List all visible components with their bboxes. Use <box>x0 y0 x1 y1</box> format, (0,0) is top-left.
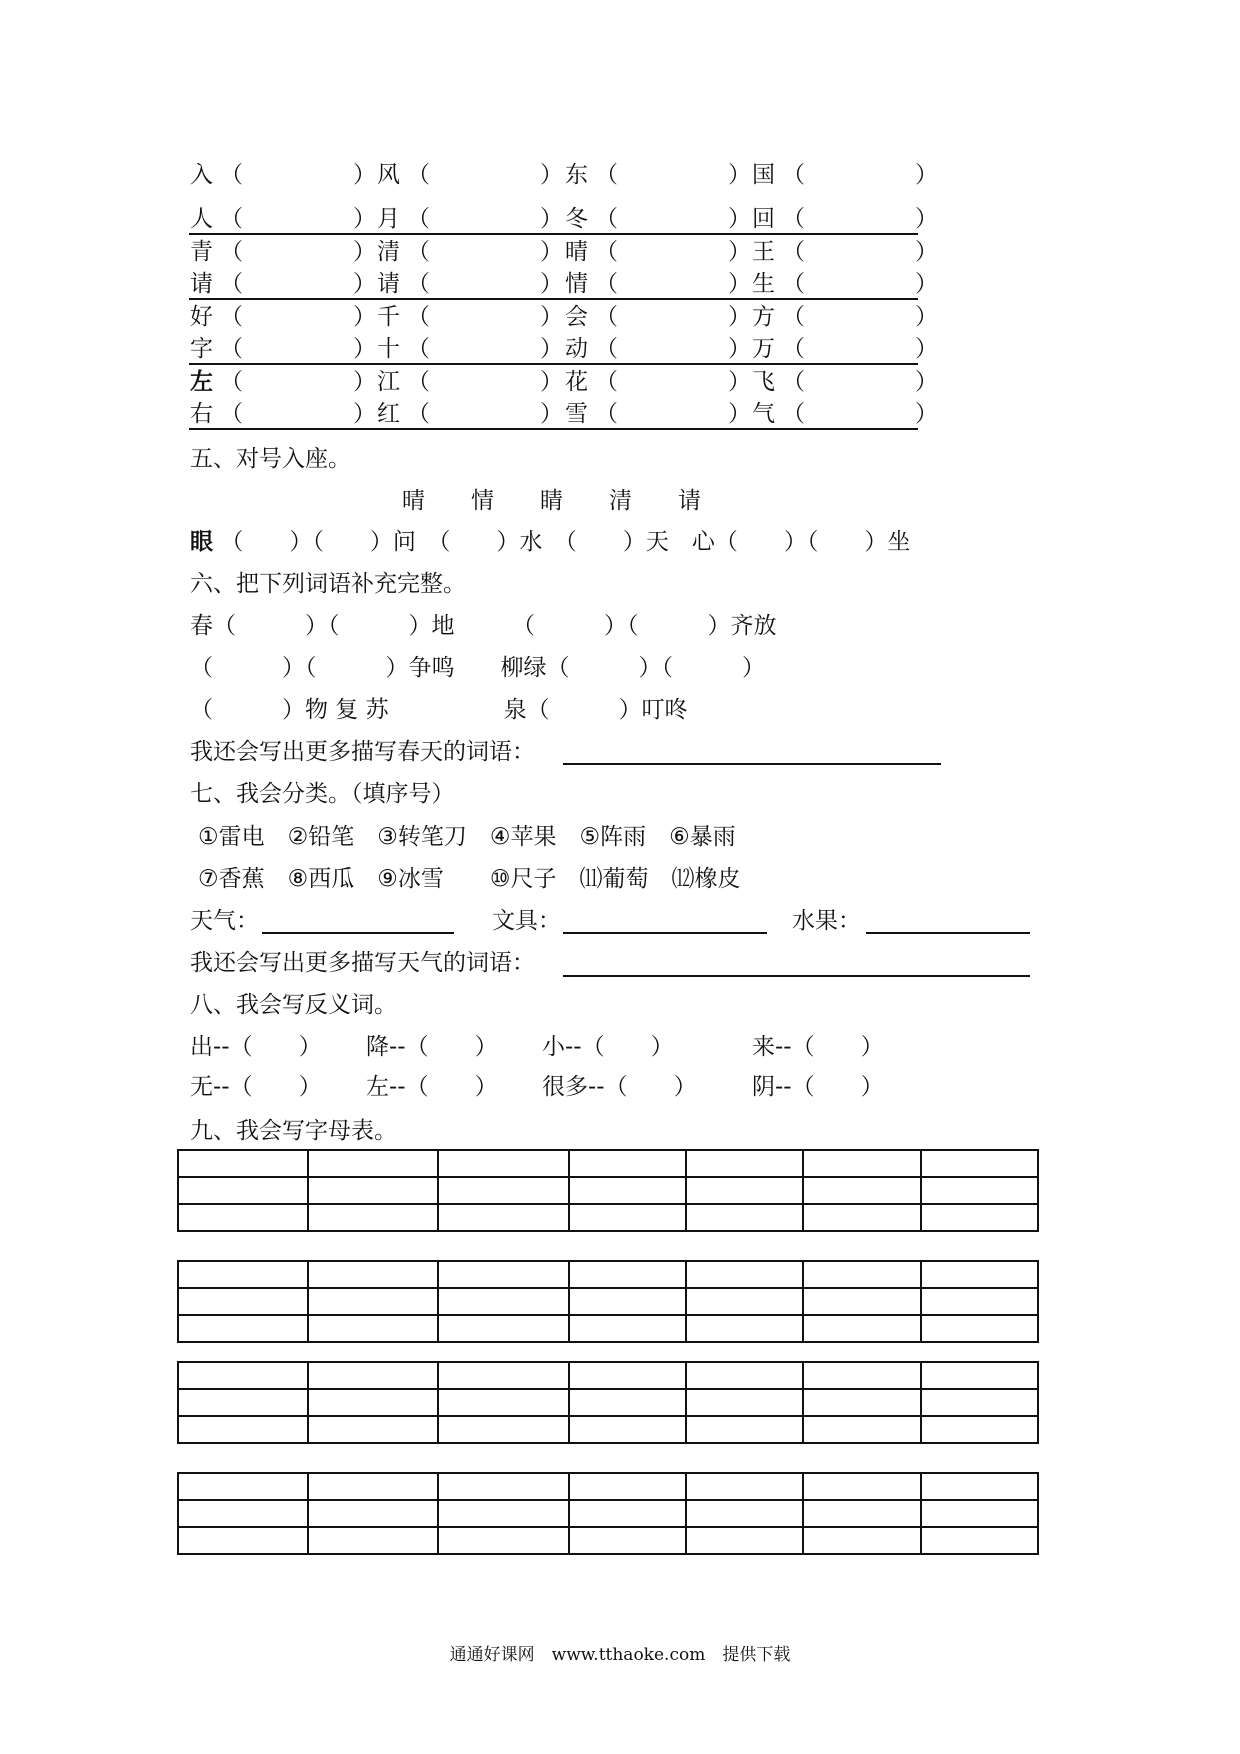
char-cell: 动 （ ） <box>565 336 751 362</box>
char-cell: 请 （ ） <box>377 271 563 297</box>
weather-label: 天气： <box>190 908 259 934</box>
char-cell: 气 （ ） <box>752 401 938 427</box>
grid-cell[interactable] <box>308 1150 438 1177</box>
char-label: 万 <box>752 336 775 362</box>
char-label: 千 <box>377 304 400 330</box>
char-label: 十 <box>377 336 400 362</box>
char-label: 冬 <box>565 206 588 232</box>
char-label: 飞 <box>752 369 775 395</box>
item-list: ⑦香蕉 ⑧西瓜 ⑨冰雪 ⑩尺子 ⑾葡萄 ⑿橡皮 <box>198 866 741 892</box>
divider <box>189 428 918 430</box>
section-title: 六、把下列词语补充完整。 <box>190 571 466 597</box>
grid-cell[interactable] <box>178 1362 308 1389</box>
antonym-item: 左--（ ） <box>366 1074 498 1100</box>
grid-cell[interactable] <box>438 1527 568 1554</box>
more-words-label: 我还会写出更多描写天气的词语： <box>190 950 535 976</box>
answer-line[interactable] <box>563 763 941 765</box>
grid-cell[interactable] <box>803 1473 920 1500</box>
divider <box>189 298 918 300</box>
grid-cell[interactable] <box>178 1500 308 1527</box>
grid-cell[interactable] <box>569 1177 686 1204</box>
fill-line: （ ）（ ）争鸣 柳绿（ ）（ ） <box>190 655 765 681</box>
grid-cell[interactable] <box>178 1315 308 1342</box>
grid-cell[interactable] <box>308 1204 438 1231</box>
fruit-label: 水果： <box>792 908 861 934</box>
char-cell: 飞 （ ） <box>752 369 938 395</box>
grid-cell[interactable] <box>438 1500 568 1527</box>
antonym-item: 降--（ ） <box>366 1034 498 1060</box>
char-label: 会 <box>565 304 588 330</box>
antonym-item: 来--（ ） <box>752 1034 884 1060</box>
grid-cell[interactable] <box>921 1204 1038 1231</box>
char-cell: 回 （ ） <box>752 206 938 232</box>
char-cell: 请 （ ） <box>190 271 376 297</box>
grid-cell[interactable] <box>308 1288 438 1315</box>
antonym-item: 出--（ ） <box>190 1034 322 1060</box>
char-cell: 千 （ ） <box>377 304 563 330</box>
grid-cell[interactable] <box>438 1261 568 1288</box>
grid-cell[interactable] <box>803 1389 920 1416</box>
antonym-item: 无--（ ） <box>190 1074 322 1100</box>
grid-cell[interactable] <box>569 1150 686 1177</box>
char-label: 晴 <box>565 239 588 265</box>
grid-cell[interactable] <box>438 1204 568 1231</box>
grid-cell[interactable] <box>686 1389 803 1416</box>
grid-cell[interactable] <box>569 1315 686 1342</box>
char-cell: 生 （ ） <box>752 271 938 297</box>
grid-cell[interactable] <box>438 1362 568 1389</box>
grid-cell[interactable] <box>178 1389 308 1416</box>
char-cell: 会 （ ） <box>565 304 751 330</box>
char-cell: 方 （ ） <box>752 304 938 330</box>
alphabet-grid <box>177 1149 1039 1232</box>
grid-cell[interactable] <box>438 1389 568 1416</box>
grid-cell[interactable] <box>803 1416 920 1443</box>
char-label: 生 <box>752 271 775 297</box>
stationery-label: 文具： <box>492 908 561 934</box>
section-title: 九、我会写字母表。 <box>190 1118 397 1144</box>
char-cell: 十 （ ） <box>377 336 563 362</box>
char-label: 入 <box>190 162 213 188</box>
char-label: 右 <box>190 401 213 427</box>
grid-cell[interactable] <box>178 1473 308 1500</box>
char-cell: 月 （ ） <box>377 206 563 232</box>
grid-cell[interactable] <box>686 1177 803 1204</box>
grid-cell[interactable] <box>569 1389 686 1416</box>
fill-line: 春（ ）（ ）地 （ ）（ ）齐放 <box>190 613 777 639</box>
grid-cell[interactable] <box>686 1527 803 1554</box>
grid-cell[interactable] <box>803 1204 920 1231</box>
char-label: 花 <box>565 369 588 395</box>
char-label: 人 <box>190 206 213 232</box>
grid-cell[interactable] <box>921 1315 1038 1342</box>
grid-cell[interactable] <box>803 1177 920 1204</box>
grid-cell[interactable] <box>178 1177 308 1204</box>
grid-cell[interactable] <box>921 1527 1038 1554</box>
divider <box>189 233 918 235</box>
char-label: 请 <box>190 271 213 297</box>
fill-line <box>190 531 910 554</box>
char-cell: 雪 （ ） <box>565 401 751 427</box>
char-label: 国 <box>752 162 775 188</box>
char-label: 请 <box>377 271 400 297</box>
char-cell: 风 （ ） <box>377 162 563 188</box>
grid-cell[interactable] <box>308 1315 438 1342</box>
grid-cell[interactable] <box>921 1416 1038 1443</box>
grid-cell[interactable] <box>921 1177 1038 1204</box>
grid-cell[interactable] <box>569 1500 686 1527</box>
grid-cell[interactable] <box>921 1150 1038 1177</box>
antonym-item: 很多--（ ） <box>542 1074 697 1100</box>
grid-cell[interactable] <box>178 1416 308 1443</box>
grid-cell[interactable] <box>308 1177 438 1204</box>
char-label: 红 <box>377 401 400 427</box>
grid-cell[interactable] <box>308 1416 438 1443</box>
grid-cell[interactable] <box>178 1527 308 1554</box>
section-title: 五、对号入座。 <box>190 446 351 472</box>
alphabet-grid <box>177 1472 1039 1555</box>
char-cell: 花 （ ） <box>565 369 751 395</box>
char-cell: 右 （ ） <box>190 401 376 427</box>
char-cell: 国 （ ） <box>752 162 938 188</box>
grid-cell[interactable] <box>438 1416 568 1443</box>
grid-cell[interactable] <box>921 1389 1038 1416</box>
char-label: 字 <box>190 336 213 362</box>
answer-line[interactable] <box>262 932 454 934</box>
divider <box>189 363 918 365</box>
grid-cell[interactable] <box>803 1288 920 1315</box>
grid-cell[interactable] <box>308 1500 438 1527</box>
fill-blanks: （ ）（ ）问 （ ）水 （ ）天 心（ ）（ ）坐 <box>220 529 911 555</box>
char-cell: 字 （ ） <box>190 336 376 362</box>
grid-cell[interactable] <box>921 1473 1038 1500</box>
grid-cell[interactable] <box>686 1150 803 1177</box>
grid-cell[interactable] <box>686 1416 803 1443</box>
grid-cell[interactable] <box>803 1362 920 1389</box>
grid-cell[interactable] <box>438 1473 568 1500</box>
grid-cell[interactable] <box>308 1473 438 1500</box>
grid-cell[interactable] <box>569 1261 686 1288</box>
grid-cell[interactable] <box>438 1177 568 1204</box>
grid-cell[interactable] <box>569 1288 686 1315</box>
grid-cell[interactable] <box>686 1473 803 1500</box>
grid-cell[interactable] <box>921 1362 1038 1389</box>
char-label: 好 <box>190 304 213 330</box>
grid-cell[interactable] <box>686 1315 803 1342</box>
grid-cell[interactable] <box>308 1527 438 1554</box>
grid-cell[interactable] <box>438 1288 568 1315</box>
grid-cell[interactable] <box>921 1288 1038 1315</box>
char-label: 青 <box>190 239 213 265</box>
char-cell: 晴 （ ） <box>565 239 751 265</box>
char-cell: 入 （ ） <box>190 162 376 188</box>
fill-line: （ ）物 复 苏 泉（ ）叮咚 <box>190 697 688 723</box>
alphabet-grid <box>177 1260 1039 1343</box>
grid-cell[interactable] <box>803 1261 920 1288</box>
char-label: 动 <box>565 336 588 362</box>
grid-cell[interactable] <box>569 1362 686 1389</box>
char-cell: 好 （ ） <box>190 304 376 330</box>
char-label: 月 <box>377 206 400 232</box>
section-title: 八、我会写反义词。 <box>190 992 397 1018</box>
char-label: 情 <box>565 271 588 297</box>
char-cell: 清 （ ） <box>377 239 563 265</box>
char-cell: 江 （ ） <box>377 369 563 395</box>
grid-cell[interactable] <box>686 1204 803 1231</box>
char-label: 王 <box>752 239 775 265</box>
char-label: 江 <box>377 369 400 395</box>
bold-char: 眼 <box>190 529 213 555</box>
grid-cell[interactable] <box>178 1288 308 1315</box>
char-cell: 情 （ ） <box>565 271 751 297</box>
answer-line[interactable] <box>866 932 1030 934</box>
grid-cell[interactable] <box>686 1261 803 1288</box>
grid-cell[interactable] <box>803 1315 920 1342</box>
grid-cell[interactable] <box>569 1204 686 1231</box>
grid-cell[interactable] <box>569 1527 686 1554</box>
char-label: 风 <box>377 162 400 188</box>
grid-cell[interactable] <box>921 1500 1038 1527</box>
char-label: 方 <box>752 304 775 330</box>
answer-line[interactable] <box>563 975 1030 977</box>
char-cell: 王 （ ） <box>752 239 938 265</box>
section-title: 七、我会分类。（填序号） <box>190 781 455 807</box>
char-label: 雪 <box>565 401 588 427</box>
grid-cell[interactable] <box>308 1261 438 1288</box>
grid-cell[interactable] <box>803 1500 920 1527</box>
char-cell: 青 （ ） <box>190 239 376 265</box>
grid-cell[interactable] <box>308 1389 438 1416</box>
more-words-label: 我还会写出更多描写春天的词语： <box>190 739 535 765</box>
antonym-item: 小--（ ） <box>542 1034 674 1060</box>
grid-cell[interactable] <box>569 1473 686 1500</box>
alphabet-grid <box>177 1361 1039 1444</box>
char-cell: 万 （ ） <box>752 336 938 362</box>
grid-cell[interactable] <box>438 1315 568 1342</box>
grid-cell[interactable] <box>308 1362 438 1389</box>
char-label: 回 <box>752 206 775 232</box>
grid-cell[interactable] <box>569 1416 686 1443</box>
char-label: 左 <box>190 369 213 395</box>
grid-cell[interactable] <box>686 1362 803 1389</box>
footer: 通通好课网 www.tthaoke.com 提供下载 <box>449 1645 791 1665</box>
char-cell: 冬 （ ） <box>565 206 751 232</box>
option-chars: 晴 情 睛 清 请 <box>402 488 701 514</box>
char-cell: 左 （ ） <box>190 369 376 395</box>
grid-cell[interactable] <box>686 1288 803 1315</box>
char-cell: 红 （ ） <box>377 401 563 427</box>
grid-cell[interactable] <box>686 1500 803 1527</box>
item-list: ①雷电 ②铅笔 ③转笔刀 ④苹果 ⑤阵雨 ⑥暴雨 <box>198 824 736 850</box>
grid-cell[interactable] <box>178 1204 308 1231</box>
grid-cell[interactable] <box>178 1261 308 1288</box>
char-cell: 东 （ ） <box>565 162 751 188</box>
answer-line[interactable] <box>563 932 767 934</box>
char-label: 清 <box>377 239 400 265</box>
char-label: 东 <box>565 162 588 188</box>
char-cell: 人 （ ） <box>190 206 376 232</box>
grid-cell[interactable] <box>921 1261 1038 1288</box>
grid-cell[interactable] <box>803 1150 920 1177</box>
char-label: 气 <box>752 401 775 427</box>
grid-cell[interactable] <box>803 1527 920 1554</box>
antonym-item: 阴--（ ） <box>752 1074 884 1100</box>
grid-cell[interactable] <box>178 1150 308 1177</box>
grid-cell[interactable] <box>438 1150 568 1177</box>
